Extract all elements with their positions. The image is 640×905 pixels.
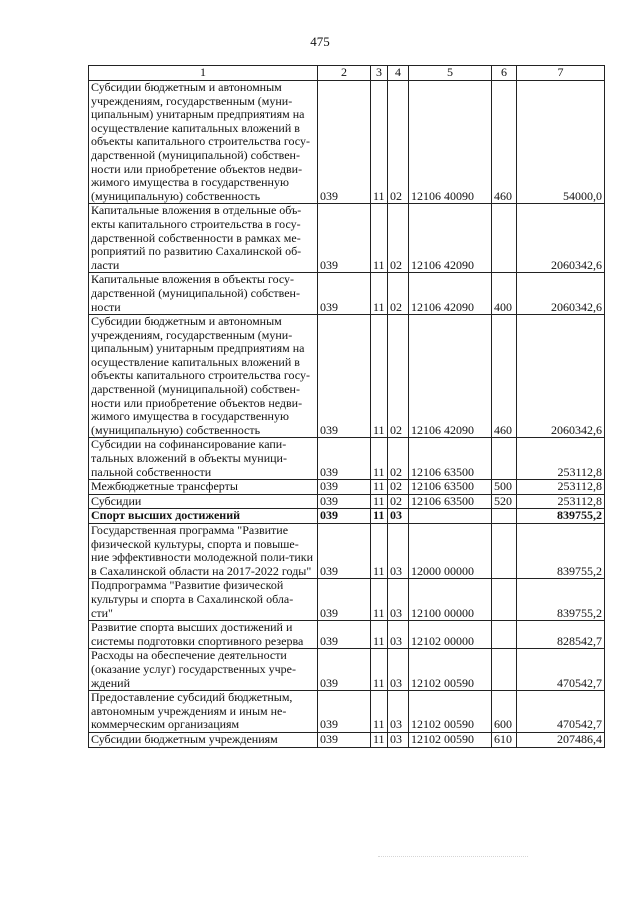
table-row — [89, 579, 605, 621]
column-header-6: 6 — [492, 66, 517, 81]
row-amount: 839755,2 — [517, 509, 605, 524]
row-subsection: 02 — [388, 315, 409, 438]
row-expense-type — [492, 524, 517, 579]
row-expense-type — [492, 438, 517, 480]
column-header-2: 2 — [318, 66, 371, 81]
row-amount: 828542,7 — [517, 621, 605, 649]
row-subsection: 02 — [388, 438, 409, 480]
row-expense-type: 400 — [492, 273, 517, 315]
row-expense-type: 610 — [492, 732, 517, 747]
row-expense-type — [492, 579, 517, 621]
row-subsection: 03 — [388, 621, 409, 649]
table-row — [89, 509, 605, 524]
row-expense-type — [492, 621, 517, 649]
column-header-4: 4 — [388, 66, 409, 81]
row-name: Капитальные вложения в отдельные объ-екты капитального строительства в госу-дарственной собственности в рамках ме-роприятий по развитию Сахалинской об-ласти — [89, 204, 318, 273]
row-target-article: 12100 00000 — [409, 579, 492, 621]
row-amount: 253112,8 — [517, 438, 605, 480]
row-name: Развитие спорта высших достижений и системы подготовки спортивного резерва — [89, 621, 318, 649]
row-target-article: 12102 00590 — [409, 732, 492, 747]
row-target-article: 12106 42090 — [409, 273, 492, 315]
row-name: Подпрограмма "Развитие физической культуры и спорта в Сахалинской обла-сти" — [89, 579, 318, 621]
table-row — [89, 315, 605, 438]
row-name: Субсидии на софинансирование капи-тальных вложений в объекты муници-пальной собственности — [89, 438, 318, 480]
row-amount: 470542,7 — [517, 649, 605, 691]
row-expense-type: 600 — [492, 691, 517, 733]
table-row — [89, 480, 605, 495]
row-amount: 253112,8 — [517, 480, 605, 495]
column-header-3: 3 — [371, 66, 388, 81]
row-section: 11 — [371, 273, 388, 315]
row-amount: 207486,4 — [517, 732, 605, 747]
column-header-5: 5 — [409, 66, 492, 81]
row-gov-code: 039 — [318, 273, 371, 315]
row-amount: 2060342,6 — [517, 204, 605, 273]
row-target-article: 12106 63500 — [409, 438, 492, 480]
row-gov-code: 039 — [318, 691, 371, 733]
table-row — [89, 691, 605, 733]
row-section: 11 — [371, 579, 388, 621]
budget-table — [88, 65, 605, 748]
row-name: Субсидии бюджетным и автономным учреждениям, государственным (муни-ципальным) унитарным предприятиям на осуществление капитальных вложений в объекты капитального строительства госу-дарственной (муниципальной) собствен-ности или приобретение объектов недви-жимого имущества в государственную (муниципальную) собственность — [89, 315, 318, 438]
row-target-article: 12102 00000 — [409, 621, 492, 649]
row-subsection: 03 — [388, 691, 409, 733]
row-name: Государственная программа "Развитие физической культуры, спорта и повыше-ние эффективности молодежной поли-тики в Сахалинской области на 2017-2022 годы" — [89, 524, 318, 579]
row-expense-type: 520 — [492, 494, 517, 509]
table-row — [89, 494, 605, 509]
row-section: 11 — [371, 438, 388, 480]
header-row — [89, 66, 605, 81]
row-section: 11 — [371, 524, 388, 579]
row-target-article: 12102 00590 — [409, 649, 492, 691]
row-gov-code: 039 — [318, 621, 371, 649]
row-gov-code: 039 — [318, 315, 371, 438]
row-subsection: 03 — [388, 732, 409, 747]
row-expense-type — [492, 509, 517, 524]
row-subsection: 02 — [388, 494, 409, 509]
scan-artifact — [378, 853, 528, 857]
row-subsection: 03 — [388, 579, 409, 621]
row-expense-type — [492, 649, 517, 691]
row-gov-code: 039 — [318, 494, 371, 509]
row-section: 11 — [371, 204, 388, 273]
row-gov-code: 039 — [318, 81, 371, 204]
row-target-article: 12106 42090 — [409, 315, 492, 438]
row-name: Субсидии бюджетным и автономным учреждениям, государственным (муни-ципальным) унитарным предприятиям на осуществление капитальных вложений в объекты капитального строительства госу-дарственной (муниципальной) собствен-ности или приобретение объектов недви-жимого имущества в государственную (муниципальную) собственность — [89, 81, 318, 204]
row-name: Спорт высших достижений — [89, 509, 318, 524]
row-name: Межбюджетные трансферты — [89, 480, 318, 495]
row-section: 11 — [371, 315, 388, 438]
row-name: Субсидии бюджетным учреждениям — [89, 732, 318, 747]
row-target-article: 12106 42090 — [409, 204, 492, 273]
row-section: 11 — [371, 81, 388, 204]
row-section: 11 — [371, 494, 388, 509]
page-number: 475 — [310, 34, 330, 49]
table-row — [89, 524, 605, 579]
row-amount: 2060342,6 — [517, 273, 605, 315]
row-target-article — [409, 509, 492, 524]
row-target-article: 12102 00590 — [409, 691, 492, 733]
row-gov-code: 039 — [318, 649, 371, 691]
row-amount: 253112,8 — [517, 494, 605, 509]
table-row — [89, 204, 605, 273]
row-amount: 470542,7 — [517, 691, 605, 733]
row-name: Субсидии — [89, 494, 318, 509]
row-section: 11 — [371, 509, 388, 524]
row-expense-type: 460 — [492, 81, 517, 204]
table-row — [89, 649, 605, 691]
row-subsection: 02 — [388, 273, 409, 315]
row-gov-code: 039 — [318, 438, 371, 480]
row-gov-code: 039 — [318, 204, 371, 273]
row-gov-code: 039 — [318, 509, 371, 524]
row-section: 11 — [371, 691, 388, 733]
row-target-article: 12106 63500 — [409, 494, 492, 509]
row-amount: 839755,2 — [517, 579, 605, 621]
row-gov-code: 039 — [318, 579, 371, 621]
table-row — [89, 438, 605, 480]
row-expense-type: 460 — [492, 315, 517, 438]
row-amount: 54000,0 — [517, 81, 605, 204]
row-section: 11 — [371, 621, 388, 649]
row-name: Предоставление субсидий бюджетным, автономным учреждениям и иным не-коммерческим организациям — [89, 691, 318, 733]
table-row — [89, 273, 605, 315]
row-section: 11 — [371, 732, 388, 747]
row-subsection: 02 — [388, 81, 409, 204]
row-gov-code: 039 — [318, 524, 371, 579]
row-expense-type: 500 — [492, 480, 517, 495]
table-row — [89, 621, 605, 649]
row-expense-type — [492, 204, 517, 273]
row-section: 11 — [371, 480, 388, 495]
row-subsection: 03 — [388, 509, 409, 524]
row-subsection: 02 — [388, 204, 409, 273]
table-body — [89, 81, 605, 748]
row-amount: 839755,2 — [517, 524, 605, 579]
row-target-article: 12106 63500 — [409, 480, 492, 495]
row-subsection: 02 — [388, 480, 409, 495]
row-amount: 2060342,6 — [517, 315, 605, 438]
table-row — [89, 81, 605, 204]
column-header-1: 1 — [89, 66, 318, 81]
row-gov-code: 039 — [318, 732, 371, 747]
row-subsection: 03 — [388, 524, 409, 579]
row-target-article: 12000 00000 — [409, 524, 492, 579]
row-target-article: 12106 40090 — [409, 81, 492, 204]
row-name: Капитальные вложения в объекты госу-дарственной (муниципальной) собствен-ности — [89, 273, 318, 315]
table-row — [89, 732, 605, 747]
row-section: 11 — [371, 649, 388, 691]
row-subsection: 03 — [388, 649, 409, 691]
row-name: Расходы на обеспечение деятельности (оказание услуг) государственных учре-ждений — [89, 649, 318, 691]
column-header-7: 7 — [517, 66, 605, 81]
row-gov-code: 039 — [318, 480, 371, 495]
